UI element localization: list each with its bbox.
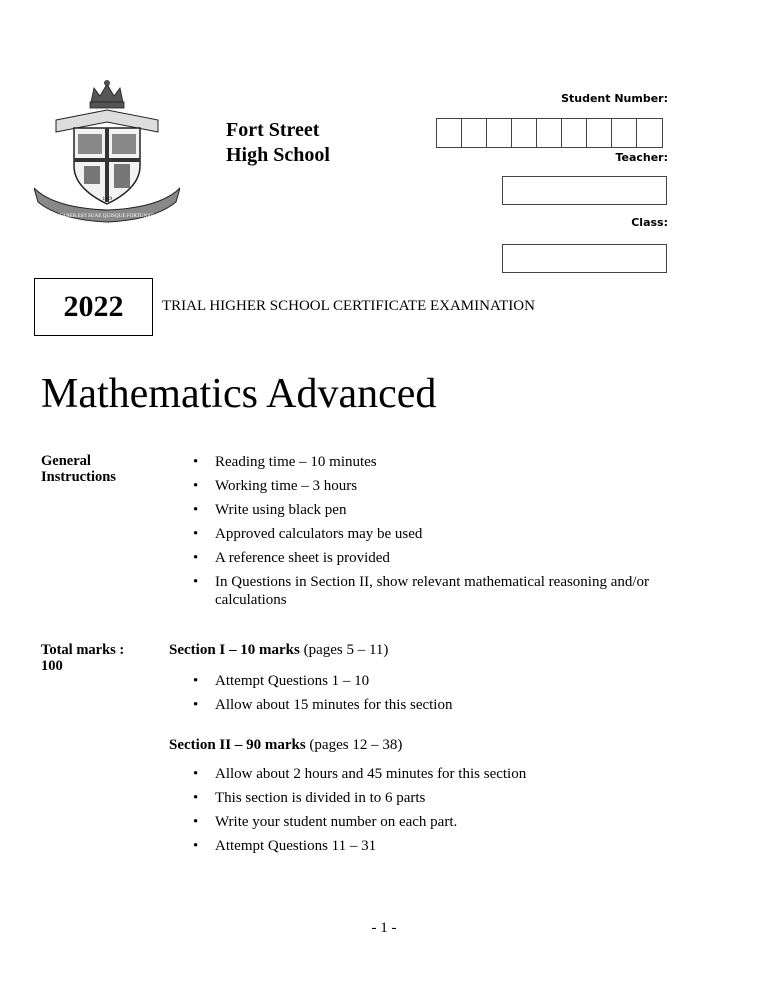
- section2-list: [193, 765, 673, 861]
- list-item: • Allow about 2 hours and 45 minutes for this section: [193, 765, 673, 783]
- school-name-line1: Fort Street: [226, 119, 320, 141]
- student-number-digit-box[interactable]: [462, 119, 487, 147]
- list-item: • Write using black pen: [193, 501, 683, 519]
- student-number-digit-box[interactable]: [437, 119, 462, 147]
- school-name-line2: High School: [226, 144, 330, 166]
- crest-year-mark: 1849: [102, 197, 112, 202]
- list-item: • A reference sheet is provided: [193, 549, 683, 567]
- student-number-boxes[interactable]: [436, 118, 663, 148]
- exam-year: 2022: [63, 290, 124, 323]
- list-item: • Attempt Questions 11 – 31: [193, 837, 673, 855]
- student-number-digit-box[interactable]: [587, 119, 612, 147]
- list-item: • Allow about 15 minutes for this section: [193, 696, 673, 714]
- student-number-digit-box[interactable]: [612, 119, 637, 147]
- list-item: • Approved calculators may be used: [193, 525, 683, 543]
- exam-name: TRIAL HIGHER SCHOOL CERTIFICATE EXAMINATION: [162, 298, 535, 314]
- general-heading-line1: General: [41, 453, 91, 469]
- school-crest-logo: [34, 78, 180, 228]
- list-item: • Write your student number on each part.: [193, 813, 673, 831]
- page-number: - 1 -: [371, 920, 397, 936]
- section1-heading: [169, 642, 388, 659]
- crown-icon: [90, 81, 124, 109]
- teacher-field[interactable]: [502, 176, 667, 205]
- student-number-digit-box[interactable]: [637, 119, 662, 147]
- general-instructions-heading: [41, 453, 141, 485]
- list-item: • In Questions in Section II, show relevant mathematical reasoning and/or calculations: [193, 573, 683, 609]
- teacher-label: Teacher:: [615, 151, 668, 164]
- general-instructions-list: [193, 453, 683, 615]
- school-name: [226, 118, 330, 168]
- exam-year-box: [34, 278, 153, 336]
- total-marks-value: 100: [41, 658, 63, 674]
- page-title: Mathematics Advanced: [41, 371, 437, 417]
- section1-title: Section I – 10 marks: [169, 642, 300, 658]
- total-marks-heading: [41, 642, 151, 674]
- general-heading-line2: Instructions: [41, 469, 116, 485]
- section1-list: [193, 672, 673, 720]
- section2-heading: [169, 737, 402, 754]
- crest-motto: FABER EST SUAE QUISQUE FORTUNAE: [59, 213, 155, 219]
- section1-pages: (pages 5 – 11): [303, 642, 389, 658]
- student-number-digit-box[interactable]: [512, 119, 537, 147]
- list-item: • Attempt Questions 1 – 10: [193, 672, 673, 690]
- total-marks-line1: Total marks :: [41, 642, 125, 658]
- list-item: • Working time – 3 hours: [193, 477, 683, 495]
- list-item: • This section is divided in to 6 parts: [193, 789, 673, 807]
- section2-title: Section II – 90 marks: [169, 737, 306, 753]
- list-item: • Reading time – 10 minutes: [193, 453, 683, 471]
- class-label: Class:: [631, 216, 668, 229]
- student-number-digit-box[interactable]: [562, 119, 587, 147]
- student-number-digit-box[interactable]: [487, 119, 512, 147]
- class-field[interactable]: [502, 244, 667, 273]
- student-number-label: Student Number:: [561, 92, 668, 105]
- student-number-digit-box[interactable]: [537, 119, 562, 147]
- section2-pages: (pages 12 – 38): [309, 737, 403, 753]
